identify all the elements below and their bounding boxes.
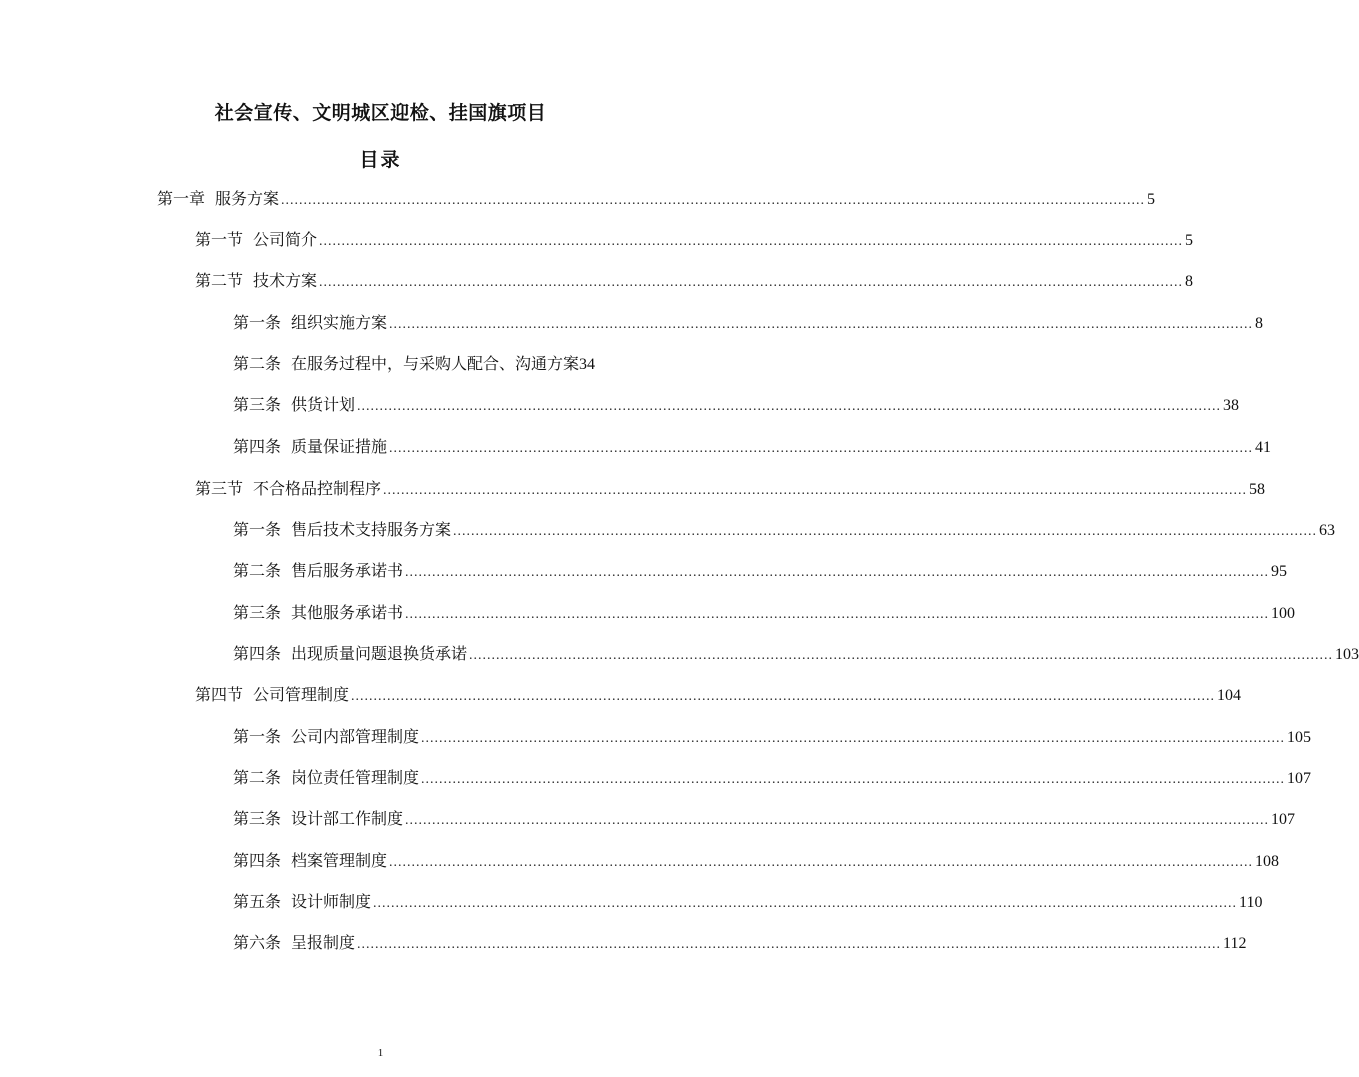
- toc-dot-leader: [405, 560, 1269, 586]
- toc-entry-page: 105: [1287, 729, 1312, 746]
- page-number: 1: [377, 1047, 384, 1059]
- toc-entry-page: 107: [1271, 811, 1296, 828]
- toc-entry-title: 售后技术支持服务方案: [291, 520, 452, 539]
- toc-entry[interactable]: [233, 517, 1336, 543]
- toc-entry-number: 第三条: [233, 809, 282, 828]
- toc-dot-leader: [373, 891, 1237, 917]
- toc-dot-leader: [405, 602, 1269, 628]
- toc-entry-number: 第二条: [233, 768, 282, 787]
- toc-dot-leader: [383, 478, 1247, 504]
- document-title: 社会宣传、文明城区迎检、挂国旗项目: [214, 102, 547, 124]
- toc-entry[interactable]: [233, 434, 1272, 460]
- toc-dot-leader: [319, 229, 1183, 255]
- toc-entry-title: 呈报制度: [291, 933, 356, 952]
- toc-dot-leader: [405, 808, 1269, 834]
- toc-entry[interactable]: [233, 310, 1264, 336]
- toc-entry[interactable]: [233, 351, 642, 377]
- toc-entry-number: 第四条: [233, 644, 282, 663]
- toc-entry-number: 第二条: [233, 354, 282, 373]
- toc-entry-title: 出现质量问题退换货承诺: [291, 644, 468, 663]
- toc-entry[interactable]: [233, 558, 1288, 584]
- toc-entry-page: 5: [1147, 191, 1156, 208]
- toc-entry-title: 其他服务承诺书: [291, 603, 404, 622]
- toc-dot-leader: [281, 188, 1145, 214]
- toc-entry-page: 63: [1319, 522, 1336, 539]
- toc-entry-number: 第一条: [233, 520, 282, 539]
- toc-entry-page: 58: [1249, 481, 1266, 498]
- toc-entry[interactable]: [195, 227, 1194, 253]
- toc-heading: 目录: [359, 149, 402, 171]
- toc-dot-leader: [389, 312, 1253, 338]
- toc-entry-title: 设计部工作制度: [291, 809, 404, 828]
- toc-entry-number: 第三条: [233, 603, 282, 622]
- toc-entry[interactable]: [233, 765, 1312, 791]
- toc-entry-page: 5: [1185, 232, 1194, 249]
- toc-entry-number: 第四节: [195, 685, 244, 704]
- toc-dot-leader: [319, 270, 1183, 296]
- toc-entry-title: 公司简介: [253, 230, 318, 249]
- toc-entry-page: 95: [1271, 563, 1288, 580]
- toc-entry[interactable]: [233, 930, 1247, 956]
- toc-entry-number: 第三条: [233, 395, 282, 414]
- toc-entry-page: 34: [579, 356, 596, 373]
- toc-entry[interactable]: [233, 848, 1280, 874]
- toc-entry-page: 107: [1287, 770, 1312, 787]
- toc-entry-number: 第一条: [233, 313, 282, 332]
- toc-entry-page: 100: [1271, 605, 1296, 622]
- toc-entry-page: 103: [1335, 646, 1359, 663]
- toc-dot-leader: [389, 436, 1253, 462]
- toc-dot-leader: [351, 684, 1215, 710]
- toc-entry-number: 第六条: [233, 933, 282, 952]
- toc-entry-title: 设计师制度: [291, 892, 372, 911]
- toc-entry-page: 38: [1223, 397, 1240, 414]
- toc-dot-leader: [357, 932, 1221, 958]
- toc-entry-number: 第一章: [157, 189, 206, 208]
- toc-entry-title: 组织实施方案: [291, 313, 388, 332]
- toc-entry[interactable]: [233, 600, 1296, 626]
- toc-entry-title: 公司管理制度: [253, 685, 350, 704]
- toc-entry-title: 售后服务承诺书: [291, 561, 404, 580]
- toc-entry-page: 41: [1255, 439, 1272, 456]
- toc-entry[interactable]: [195, 268, 1194, 294]
- toc-entry-page: 110: [1239, 894, 1263, 911]
- toc-entry[interactable]: [233, 889, 1263, 915]
- toc-entry-page: 104: [1217, 687, 1242, 704]
- toc-entry[interactable]: [233, 641, 1359, 667]
- toc-entry-title: 不合格品控制程序: [253, 479, 382, 498]
- toc-dot-leader: [421, 726, 1285, 752]
- toc-entry[interactable]: [157, 186, 1156, 212]
- toc-entry-title: 公司内部管理制度: [291, 727, 420, 746]
- toc-entry-page: 108: [1255, 853, 1280, 870]
- toc-entry-page: 8: [1255, 315, 1264, 332]
- toc-entry-number: 第二节: [195, 271, 244, 290]
- toc-entry-title: 档案管理制度: [291, 851, 388, 870]
- toc-entry-title: 在服务过程中，与采购人配合、沟通方案: [291, 354, 580, 373]
- toc-entry-title: 岗位责任管理制度: [291, 768, 420, 787]
- toc-dot-leader: [357, 394, 1221, 420]
- toc-entry[interactable]: [233, 392, 1240, 418]
- toc-entry-number: 第四条: [233, 851, 282, 870]
- toc-entry[interactable]: [233, 724, 1312, 750]
- toc-entry-number: 第五条: [233, 892, 282, 911]
- toc-dot-leader: [453, 519, 1317, 545]
- toc-entry-page: 8: [1185, 273, 1194, 290]
- toc-entry[interactable]: [195, 476, 1266, 502]
- toc-entry-title: 质量保证措施: [291, 437, 388, 456]
- toc-dot-leader: [469, 643, 1333, 669]
- toc-entry-number: 第四条: [233, 437, 282, 456]
- toc-entry-page: 112: [1223, 935, 1247, 952]
- toc-entry-title: 服务方案: [215, 189, 280, 208]
- toc-entry-title: 供货计划: [291, 395, 356, 414]
- toc-entry-number: 第三节: [195, 479, 244, 498]
- toc-entry-number: 第一条: [233, 727, 282, 746]
- toc-entry-title: 技术方案: [253, 271, 318, 290]
- toc-dot-leader: [421, 767, 1285, 793]
- toc-dot-leader: [389, 850, 1253, 876]
- toc-entry-number: 第二条: [233, 561, 282, 580]
- toc-entry[interactable]: [195, 682, 1242, 708]
- toc-entry[interactable]: [233, 806, 1296, 832]
- toc-entry-number: 第一节: [195, 230, 244, 249]
